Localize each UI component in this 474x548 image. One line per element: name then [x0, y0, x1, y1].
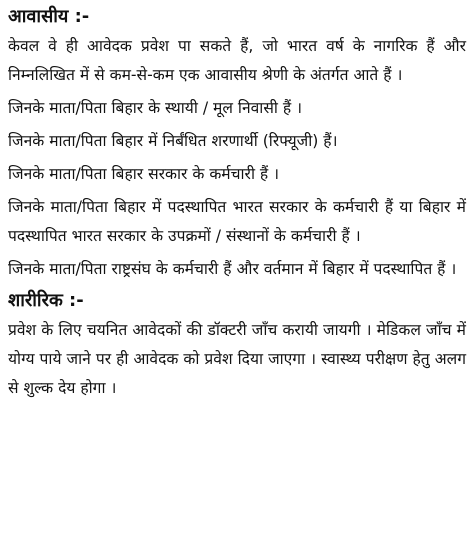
- residential-heading: आवासीय :-: [8, 6, 90, 27]
- residential-item-3: जिनके माता/पिता बिहार सरकार के कर्मचारी हैं ।: [8, 165, 280, 183]
- residential-item-1: जिनके माता/पिता बिहार के स्थायी / मूल निवासी हैं ।: [8, 99, 302, 117]
- physical-heading: शारीरिक :-: [8, 290, 84, 311]
- residential-item-2: जिनके माता/पिता बिहार में निर्बंधित शरणार्थी (रिफ्यूजी) हैं।: [8, 132, 338, 150]
- residential-item-4: जिनके माता/पिता बिहार में पदस्थापित भारत सरकार के कर्मचारी हैं या बिहार में पदस्थापित भारत सरकार के उपक्रमों / संस्थानों के कर्मचारी हैं ।: [8, 198, 466, 245]
- residential-item-5: जिनके माता/पिता राष्ट्रसंघ के कर्मचारी हैं और वर्तमान में बिहार में पदस्थापित हैं ।: [8, 260, 457, 278]
- residential-intro: केवल वे ही आवेदक प्रवेश पा सकते हैं, जो भारत वर्ष के नागरिक हैं और निम्नलिखित में से कम-से-कम एक आवासीय श्रेणी के अंतर्गत आते हैं ।: [8, 37, 466, 84]
- physical-text: प्रवेश के लिए चयनित आवेदकों की डॉक्टरी जाँच करायी जायगी । मेडिकल जाँच में योग्य पाये जाने पर ही आवेदक को प्रवेश दिया जाएगा । स्वास्थ्य परीक्षण हेतु अलग से शुल्क देय होगा ।: [8, 321, 466, 397]
